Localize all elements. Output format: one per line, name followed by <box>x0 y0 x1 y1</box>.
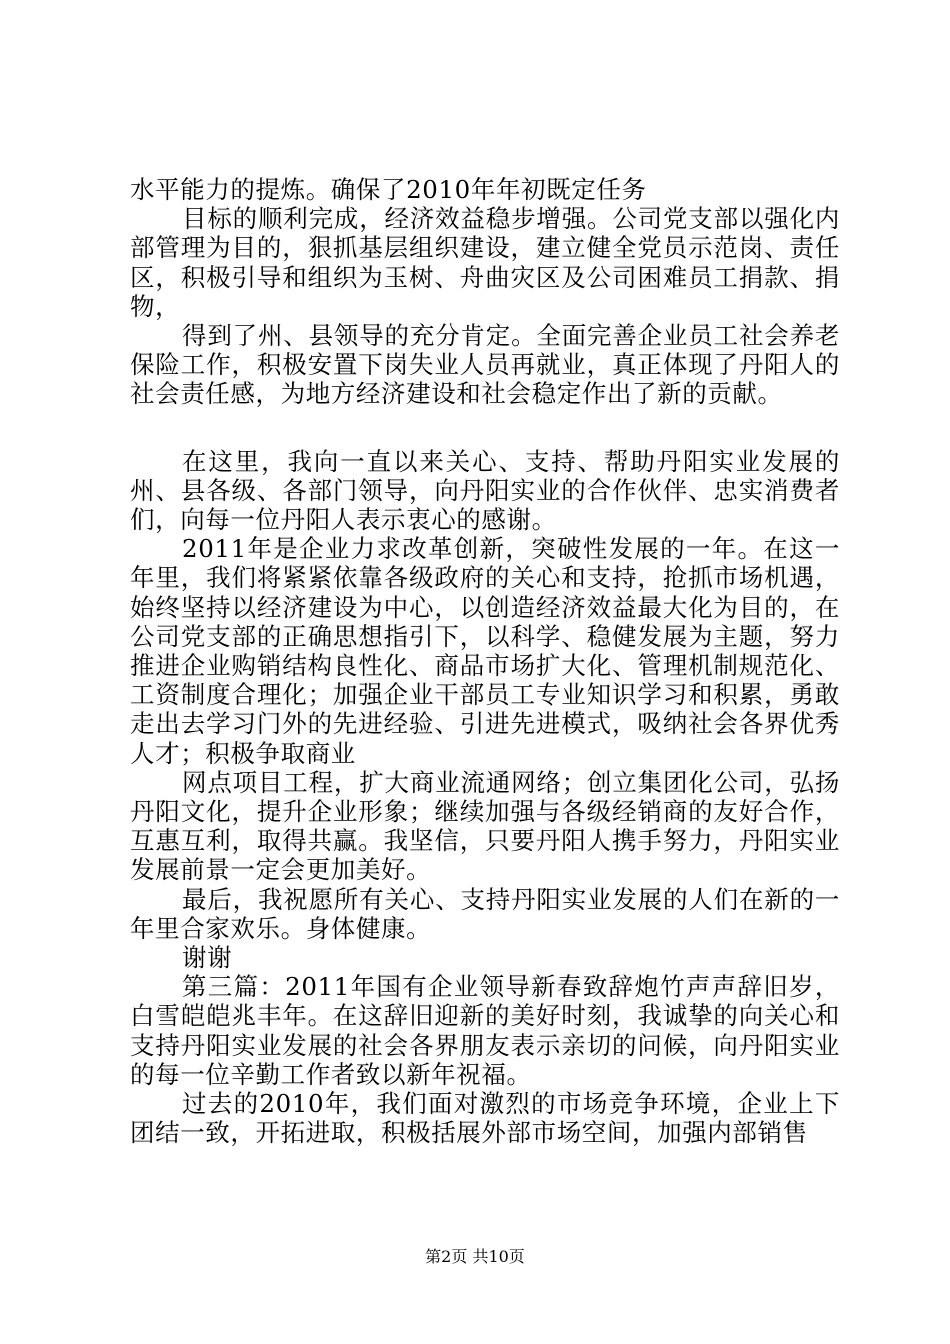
paragraph-4: 在这里，我向一直以来关心、支持、帮助丹阳实业发展的州、县各级、各部门领导，向丹阳实业的合作伙伴、忠实消费者们，向每一位丹阳人表示衷心的感谢。 <box>130 446 840 535</box>
paragraph-10: 过去的2010年，我们面对激烈的市场竞争环境，企业上下团结一致，开拓进取，积极括展外部市场空间，加强内部销售 <box>130 1089 840 1148</box>
page-footer <box>0 1244 950 1267</box>
paragraph-2: 目标的顺利完成，经济效益稳步增强。公司党支部以强化内部管理为目的，狠抓基层组织建设，建立健全党员示范岗、责任区，积极引导和组织为玉树、舟曲灾区及公司困难员工捐款、捐物， <box>130 204 840 321</box>
paragraph-gap <box>130 409 840 447</box>
paragraph-7: 最后，我祝愿所有关心、支持丹阳实业发展的人们在新的一年里合家欢乐。身体健康。 <box>130 884 840 943</box>
paragraph-8: 谢谢 <box>182 943 233 973</box>
paragraph-5: 2011年是企业力求改革创新，突破性发展的一年。在这一年里，我们将紧紧依靠各级政府的关心和支持，抢抓市场机遇，始终坚持以经济建设为中心，以创造经济效益最大化为目的，在公司党支部的正确思想指引下，以科学、稳健发展为主题，努力推进企业购销结构良性化、商品市场扩大化、管理机制规范化、工资制度合理化；加强企业干部员工专业知识学习和积累，勇敢走出去学习门外的先进经验、引进先进模式，吸纳社会各界优秀人才；积极争取商业 <box>130 534 840 768</box>
paragraph-9: 第三篇：2011年国有企业领导新春致辞炮竹声声辞旧岁，白雪皑皑兆丰年。在这辞旧迎新的美好时刻，我诚挚的向关心和支持丹阳实业发展的社会各界朋友表示亲切的问候，向丹阳实业的每一位辛勤工作者致以新年祝福。 <box>130 972 840 1089</box>
document-body <box>130 175 840 1148</box>
page-number-label: 第2页 共10页 <box>425 1247 525 1266</box>
paragraph-6: 网点项目工程，扩大商业流通网络；创立集团化公司，弘扬丹阳文化，提升企业形象；继续加强与各级经销商的友好合作，互惠互利，取得共赢。我坚信，只要丹阳人携手努力，丹阳实业发展前景一定会更加美好。 <box>130 767 840 885</box>
paragraph-3: 得到了州、县领导的充分肯定。全面完善企业员工社会养老保险工作，积极安置下岗失业人员再就业，真正体现了丹阳人的社会责任感，为地方经济建设和社会稳定作出了新的贡献。 <box>130 321 840 409</box>
paragraph-1: 水平能力的提炼。确保了2010年年初既定任务 <box>130 175 647 204</box>
